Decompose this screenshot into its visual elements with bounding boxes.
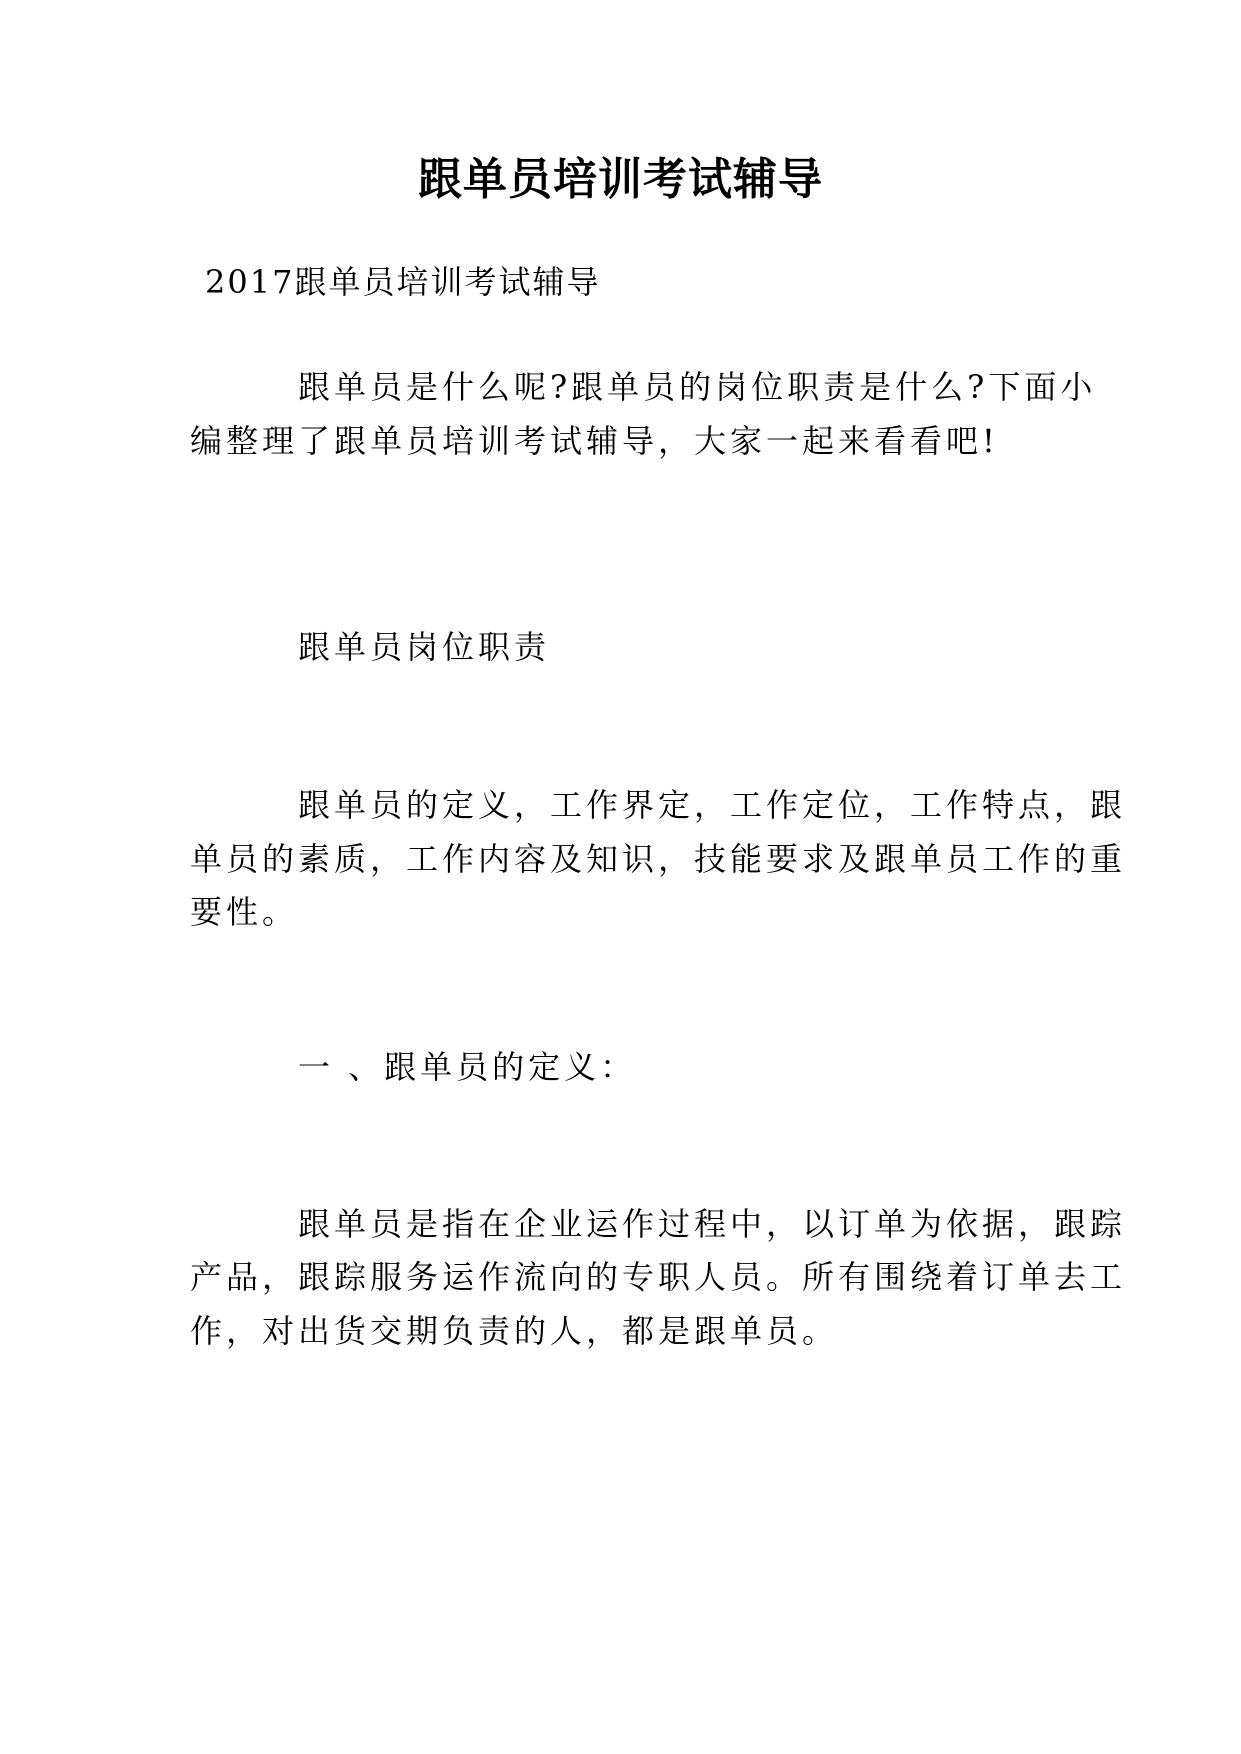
definition-heading: 一 、跟单员的定义： <box>298 1048 637 1086</box>
document-title: 跟单员培训考试辅导 <box>418 154 823 205</box>
overview-paragraph-line-3: 要性。 <box>190 893 299 931</box>
intro-paragraph-line-2: 编整理了跟单员培训考试辅导，大家一起来看看吧! <box>190 422 999 460</box>
overview-paragraph-line-1: 跟单员的定义，工作界定，工作定位，工作特点，跟 <box>298 786 1127 824</box>
section-heading: 跟单员岗位职责 <box>298 628 551 666</box>
definition-paragraph-line-3: 作，对出货交期负责的人，都是跟单员。 <box>190 1312 839 1350</box>
definition-paragraph-line-2: 产品，跟踪服务运作流向的专职人员。所有围绕着订单去工 <box>190 1258 1127 1296</box>
overview-paragraph-line-2: 单员的素质，工作内容及知识，技能要求及跟单员工作的重 <box>190 840 1127 878</box>
document-subtitle: 2017跟单员培训考试辅导 <box>205 263 601 301</box>
definition-paragraph-line-1: 跟单员是指在企业运作过程中，以订单为依据，跟踪 <box>298 1205 1127 1243</box>
intro-paragraph-line-1: 跟单员是什么呢?跟单员的岗位职责是什么?下面小 <box>298 368 1097 406</box>
